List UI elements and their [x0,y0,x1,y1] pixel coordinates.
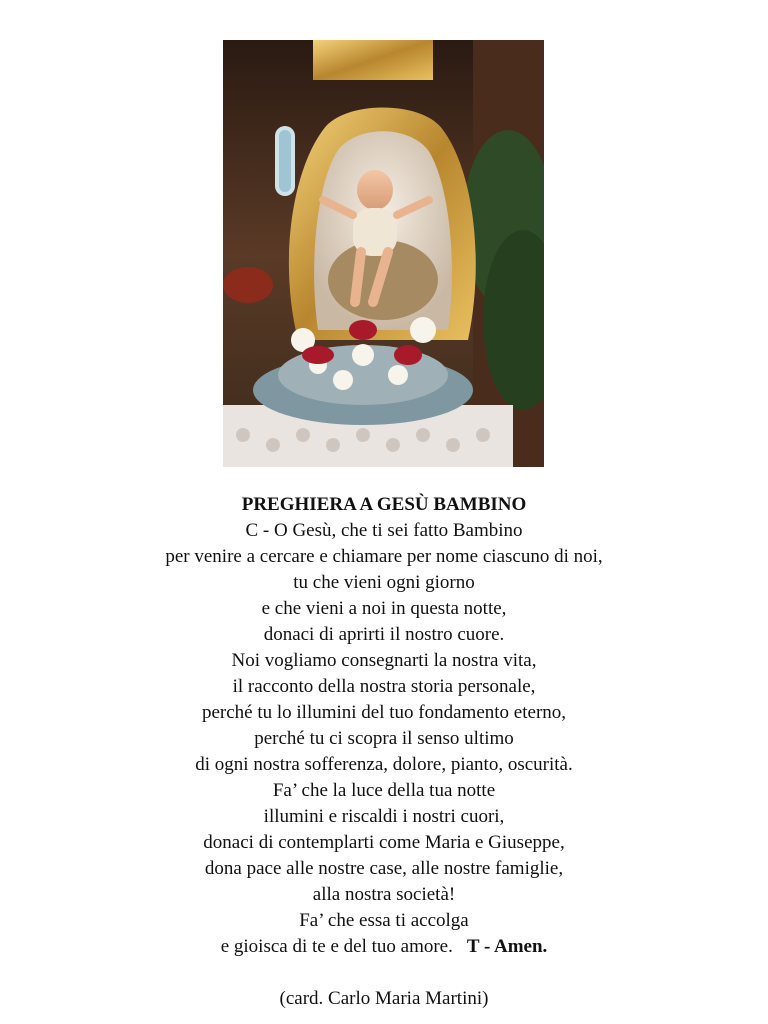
prayer-last-line [0,934,768,960]
prayer-attribution: (card. Carlo Maria Martini) [279,988,489,1009]
prayer-line: perché tu ci scopra il senso ultimo [254,728,514,749]
prayer-response: T - Amen. [466,936,548,957]
prayer-line: C - O Gesù, che ti sei fatto Bambino [245,520,523,541]
prayer-line: Noi vogliamo consegnarti la nostra vita, [231,650,537,671]
prayer-line: illumini e riscaldi i nostri cuori, [263,806,505,827]
prayer-line: tu che vieni ogni giorno [293,572,475,593]
prayer-line: il racconto della nostra storia personale, [232,676,536,697]
prayer-line: donaci di contemplarti come Maria e Giuseppe, [203,832,565,853]
prayer-line: di ogni nostra sofferenza, dolore, pianto, oscurità. [195,754,573,775]
prayer-line: alla nostra società! [312,884,456,905]
prayer-line: perché tu lo illumini del tuo fondamento eterno, [201,702,567,723]
baby-jesus-statue-photo [223,40,544,467]
prayer-line: Fa’ che essa ti accolga [299,910,469,931]
prayer-line: e che vieni a noi in questa notte, [261,598,507,619]
prayer-title: PREGHIERA A GESÙ BAMBINO [241,494,527,515]
prayer-last-line-text: e gioisca di te e del tuo amore. [220,936,453,957]
photo-illustration [223,40,544,467]
prayer-line: Fa’ che la luce della tua notte [272,780,496,801]
spacer [0,960,768,986]
prayer-line: dona pace alle nostre case, alle nostre famiglie, [204,858,564,879]
prayer-line: per venire a cercare e chiamare per nome ciascuno di noi, [165,546,603,567]
prayer-text [0,492,768,1012]
prayer-line: donaci di aprirti il nostro cuore. [263,624,505,645]
